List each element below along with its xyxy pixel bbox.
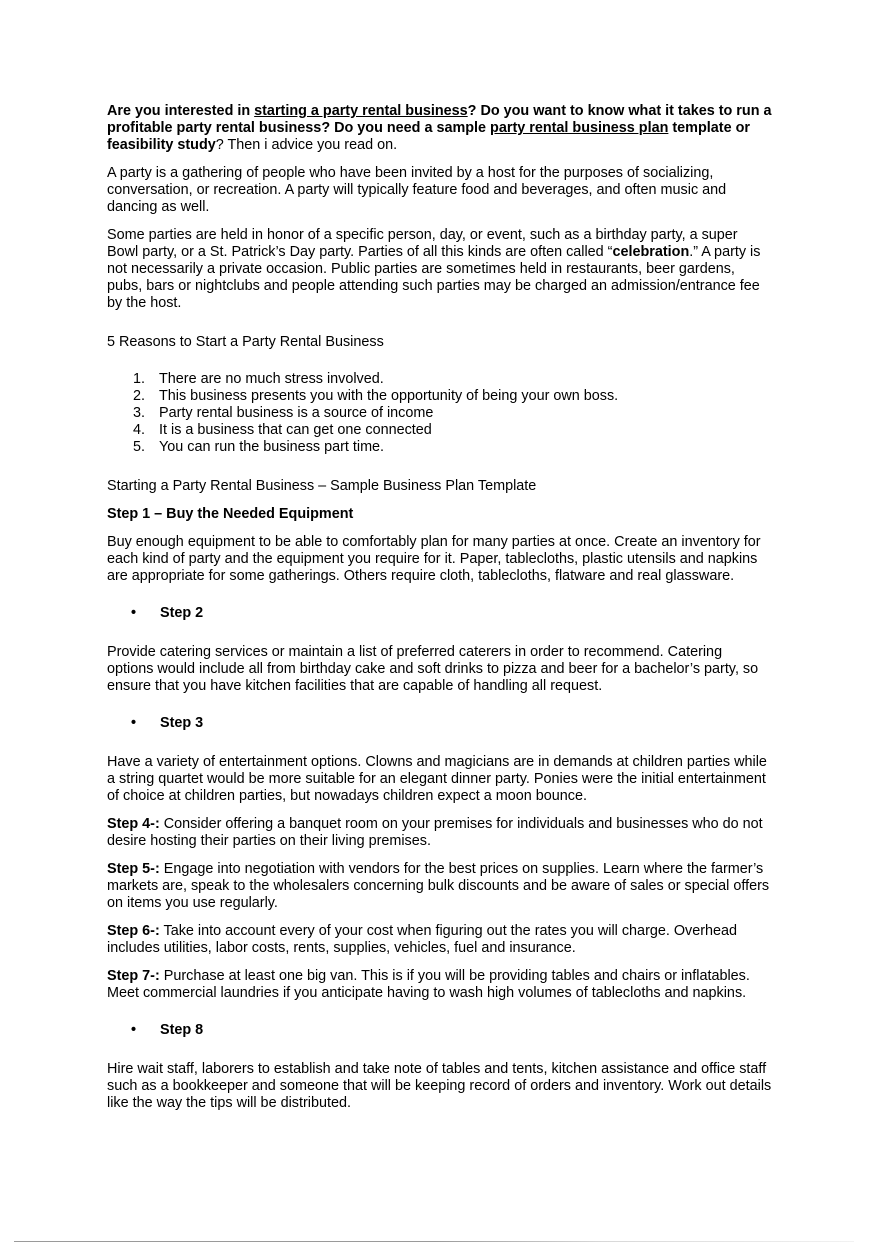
step1-title: Step 1 – Buy the Needed Equipment (107, 506, 354, 522)
step2-bullet-item (107, 605, 772, 622)
step4-paragraph (107, 816, 772, 850)
step3-body: Have a variety of entertainment options. Clowns and magicians are in demands at children parties while a string quartet would be more suitable for an elegant dinner party. Ponies were the initial entertainment of choice at children parties, but nowadays children expect a moon bounce. (107, 754, 767, 804)
step3-title: Step 3 (160, 715, 204, 731)
intro-paragraph (107, 103, 772, 154)
paragraph-text: .” A party is not necessarily a private occasion. Public parties are sometimes held in restaurants, beer gardens, pubs, bars or nightclubs and people attending such parties may be charged an admission/entrance fee by the host. (107, 244, 761, 311)
intro-text: Are you interested in (107, 103, 255, 119)
step6-label: Step 6-: (107, 923, 160, 939)
list-item (133, 439, 772, 456)
document-page (107, 103, 772, 1123)
list-item-number: 2. (133, 388, 146, 404)
reasons-list (107, 371, 772, 456)
step6-paragraph (107, 923, 772, 957)
paragraph-text: Some parties are held in honor of a specific person, day, or event, such as a birthday party, a super Bowl party, or a St. Patrick’s Day party. Parties of all this kinds are often called “ (107, 227, 738, 260)
step8-bullet-item (107, 1022, 772, 1039)
starting-party-rental-link[interactable]: starting a party rental business (254, 103, 468, 119)
reasons-heading: 5 Reasons to Start a Party Rental Business (107, 334, 384, 350)
list-item-text: It is a business that can get one connected (159, 422, 432, 438)
bullet-icon: • (131, 715, 137, 731)
footer-divider (14, 1241, 854, 1242)
bullet-icon: • (131, 1022, 137, 1038)
step3-bullet-item (107, 715, 772, 732)
step6-body: Take into account every of your cost when figuring out the rates you will charge. Overhead includes utilities, labor costs, rents, supplies, vehicles, fuel and insurance. (107, 923, 738, 956)
step7-label: Step 7-: (107, 968, 160, 984)
party-rental-plan-link[interactable]: party rental business plan (490, 120, 669, 136)
step8-body: Hire wait staff, laborers to establish and take note of tables and tents, kitchen assistance and office staff such as a bookkeeper and someone that will be keeping record of orders and inventory. Work out details like the way the tips will be distributed. (107, 1061, 772, 1111)
list-item-text: This business presents you with the opportunity of being your own boss. (159, 388, 619, 404)
step5-label: Step 5-: (107, 861, 160, 877)
list-item-number: 4. (133, 422, 146, 438)
step2-body: Provide catering services or maintain a list of preferred caterers in order to recommend. Catering options would include all from birthday cake and soft drinks to pizza and beer for a bachelor’s party, so ensure that you have kitchen facilities that are capable of handling all request. (107, 644, 759, 694)
list-item-number: 5. (133, 439, 146, 455)
step7-paragraph (107, 968, 772, 1002)
list-item-number: 3. (133, 405, 146, 421)
party-definition-paragraph: A party is a gathering of people who have been invited by a host for the purposes of socializing, conversation, or recreation. A party will typically feature food and beverages, and often music and dancing as well. (107, 165, 727, 215)
step5-paragraph (107, 861, 772, 912)
template-heading: Starting a Party Rental Business – Sample Business Plan Template (107, 478, 537, 494)
list-item (133, 388, 772, 405)
step7-body: Purchase at least one big van. This is if you will be providing tables and chairs or inflatables. Meet commercial laundries if you anticipate having to wash high volumes of tablecloths and napkins. (107, 968, 750, 1001)
step4-body: Consider offering a banquet room on your premises for individuals and businesses who do not desire hosting their parties on their living premises. (107, 816, 763, 849)
step1-body: Buy enough equipment to be able to comfortably plan for many parties at once. Create an inventory for each kind of party and the equipment you require for it. Paper, tablecloths, plastic utensils and napkins are appropriate for some gatherings. Others require cloth, tablecloths, flatware and real glassware. (107, 534, 761, 584)
list-item-text: Party rental business is a source of income (159, 405, 434, 421)
step5-body: Engage into negotiation with vendors for the best prices on supplies. Learn where the farmer’s markets are, speak to the wholesalers concerning bulk discounts and be aware of sales or special offers on items you use regularly. (107, 861, 770, 911)
intro-text: ? Then i advice you read on. (215, 137, 398, 153)
intro-text: template or feasibility study (107, 120, 750, 153)
step2-title: Step 2 (160, 605, 204, 621)
list-item-text: There are no much stress involved. (159, 371, 384, 387)
intro-text: ? Do you want to know what it takes to run a profitable party rental business? Do you need a sample (107, 103, 772, 136)
list-item (133, 371, 772, 388)
party-types-paragraph (107, 227, 772, 312)
list-item-number: 1. (133, 371, 146, 387)
step4-label: Step 4-: (107, 816, 160, 832)
list-item-text: You can run the business part time. (159, 439, 385, 455)
paragraph-bold-text: celebration (612, 244, 690, 260)
bullet-icon: • (131, 605, 137, 621)
step8-title: Step 8 (160, 1022, 204, 1038)
list-item (133, 422, 772, 439)
list-item (133, 405, 772, 422)
